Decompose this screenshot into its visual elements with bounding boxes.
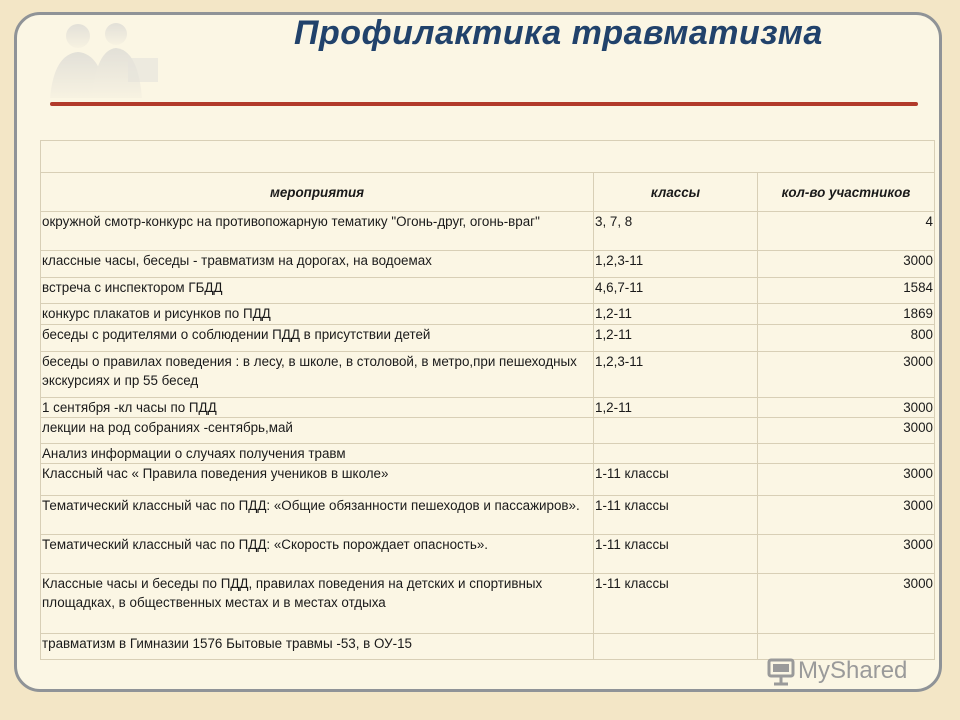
- header-event: мероприятия: [41, 173, 594, 212]
- classes-cell: [594, 444, 758, 464]
- business-people-icon: [40, 18, 160, 98]
- events-table: [40, 140, 935, 660]
- title-divider: [50, 102, 918, 106]
- event-cell: Тематический классный час по ПДД: «Общие обязанности пешеходов и пассажиров».: [41, 496, 594, 535]
- table-row: [41, 535, 935, 574]
- classes-cell: 1-11 классы: [594, 464, 758, 496]
- participants-cell: 1584: [758, 278, 935, 304]
- table-row: [41, 444, 935, 464]
- classes-cell: 1,2,3-11: [594, 352, 758, 398]
- table-header-row: [41, 173, 935, 212]
- classes-cell: 3, 7, 8: [594, 212, 758, 251]
- classes-cell: 1-11 классы: [594, 496, 758, 535]
- participants-cell: 3000: [758, 496, 935, 535]
- watermark: [766, 656, 907, 686]
- participants-cell: [758, 444, 935, 464]
- participants-cell: 3000: [758, 398, 935, 418]
- participants-cell: 4: [758, 212, 935, 251]
- classes-cell: 1-11 классы: [594, 574, 758, 634]
- event-cell: Классный час « Правила поведения учеников в школе»: [41, 464, 594, 496]
- table-row: [41, 496, 935, 535]
- header-participants: кол-во участников: [758, 173, 935, 212]
- table-row: [41, 464, 935, 496]
- table-row: [41, 352, 935, 398]
- participants-cell: 3000: [758, 574, 935, 634]
- event-cell: травматизм в Гимназии 1576 Бытовые травмы -53, в ОУ-15: [41, 634, 594, 660]
- table-empty-row: [41, 141, 935, 173]
- table-row: [41, 212, 935, 251]
- event-cell: беседы о правилах поведения : в лесу, в школе, в столовой, в метро,при пешеходных экскурсиях и пр 55 бесед: [41, 352, 594, 398]
- classes-cell: 1,2-11: [594, 398, 758, 418]
- classes-cell: 1,2-11: [594, 325, 758, 352]
- table-row: [41, 325, 935, 352]
- event-cell: Классные часы и беседы по ПДД, правилах поведения на детских и спортивных площадках, в общественных местах и в местах отдыха: [41, 574, 594, 634]
- participants-cell: 3000: [758, 464, 935, 496]
- table-row: [41, 304, 935, 325]
- participants-cell: 3000: [758, 251, 935, 278]
- event-cell: Анализ информации о случаях получения травм: [41, 444, 594, 464]
- classes-cell: 1-11 классы: [594, 535, 758, 574]
- event-cell: Тематический классный час по ПДД: «Скорость порождает опасность».: [41, 535, 594, 574]
- table-row: [41, 278, 935, 304]
- classes-cell: 1,2-11: [594, 304, 758, 325]
- table-row: [41, 574, 935, 634]
- classes-cell: 1,2,3-11: [594, 251, 758, 278]
- page-title: Профилактика травматизма: [294, 14, 823, 52]
- classes-cell: [594, 634, 758, 660]
- header-classes: классы: [594, 173, 758, 212]
- classes-cell: 4,6,7-11: [594, 278, 758, 304]
- event-cell: встреча с инспектором ГБДД: [41, 278, 594, 304]
- participants-cell: 3000: [758, 352, 935, 398]
- event-cell: лекции на род собраниях -сентябрь,май: [41, 418, 594, 444]
- watermark-text: MyShared: [798, 657, 908, 684]
- participants-cell: 800: [758, 325, 935, 352]
- event-cell: беседы с родителями о соблюдении ПДД в присутствии детей: [41, 325, 594, 352]
- participants-cell: 3000: [758, 535, 935, 574]
- participants-cell: 3000: [758, 418, 935, 444]
- event-cell: окружной смотр-конкурс на противопожарную тематику "Огонь-друг, огонь-враг": [41, 212, 594, 251]
- classes-cell: [594, 418, 758, 444]
- event-cell: конкурс плакатов и рисунков по ПДД: [41, 304, 594, 325]
- event-cell: классные часы, беседы - травматизм на дорогах, на водоемах: [41, 251, 594, 278]
- table-row: [41, 398, 935, 418]
- event-cell: 1 сентября -кл часы по ПДД: [41, 398, 594, 418]
- presentation-icon: [766, 656, 796, 686]
- table-row: [41, 418, 935, 444]
- participants-cell: 1869: [758, 304, 935, 325]
- table-row: [41, 251, 935, 278]
